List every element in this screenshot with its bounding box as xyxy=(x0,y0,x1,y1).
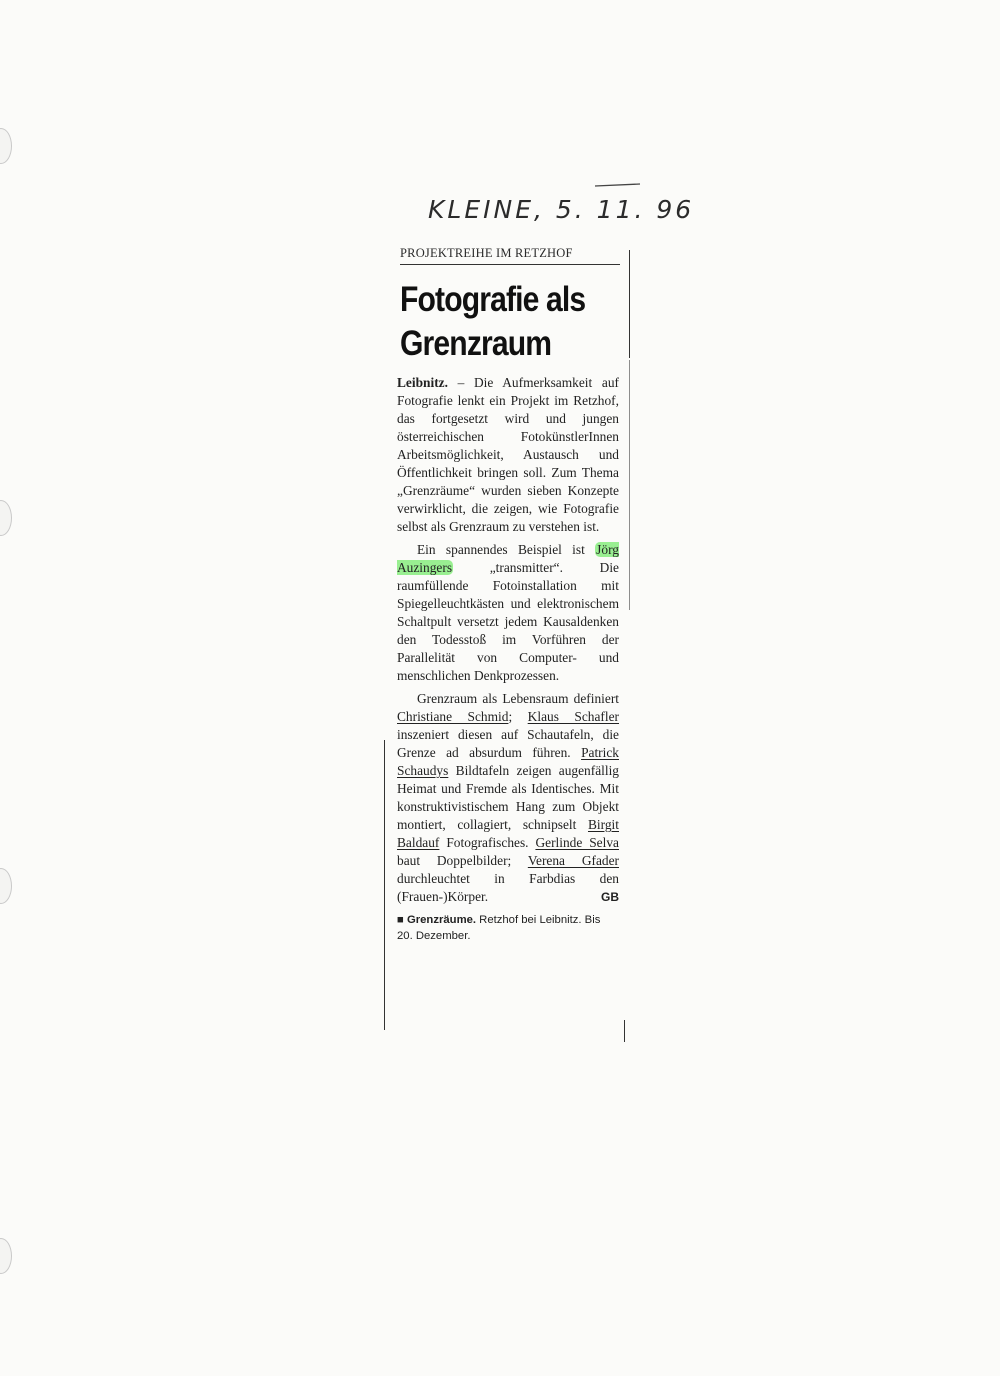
paragraph-3-text: baut Doppelbilder; xyxy=(397,853,528,868)
event-info xyxy=(397,912,619,944)
paragraph-3-text: Bildtafeln zeigen augenfällig Heimat und Fremde als Identisches. Mit konstruktivistischem Hang zum Objekt montiert, collagiert, schnipselt xyxy=(397,763,619,832)
paragraph-1 xyxy=(397,374,619,536)
underlined-artist-name: Verena Gfader xyxy=(527,853,619,868)
article-body xyxy=(397,374,619,944)
right-column-rule xyxy=(629,250,630,358)
punch-hole xyxy=(0,1238,12,1274)
left-column-rule xyxy=(384,740,385,1030)
article-rubric: PROJEKTREIHE IM RETZHOF xyxy=(400,246,620,265)
paragraph-3-text: Fotografisches. xyxy=(439,835,536,850)
handwritten-note-text: KLEINE, 5. 11. 96 xyxy=(428,195,695,224)
punch-hole xyxy=(0,868,12,904)
paragraph-3-text: inszeniert diesen auf Schautafeln, die Grenze ad absurdum führen. xyxy=(397,727,619,760)
paragraph-3-text: Grenzraum als Lebensraum definiert xyxy=(417,691,619,706)
event-details: Retzhof bei Leibnitz. Bis 20. Dezember. xyxy=(397,914,601,942)
paragraph-2-text: „transmitter“. Die raumfüllende Fotoinstallation mit Spiegelleuchtkästen und elektronischem Schaltpult versetzt jedem Kausaldenken den Todesstoß im Vorführen der Parallelität von Computer- und menschlichen Denkprozessen. xyxy=(397,560,619,683)
paragraph-1-text: – Die Aufmerksamkeit auf Fotografie lenkt ein Projekt im Retzhof, das fortgesetzt wird und jungen österreichischen FotokünstlerInnen Arbeitsmöglichkeit, Austausch und Öffentlichkeit bringen soll. Zum Thema „Grenzräume“ wurden sieben Konzepte verwirklicht, die zeigen, wie Fotografie selbst als Grenzraum zu verstehen ist. xyxy=(397,375,619,534)
bullet-icon: ■ xyxy=(397,914,404,926)
handwritten-source-note xyxy=(0,0,1000,260)
article-headline xyxy=(400,278,598,366)
paragraph-2-intro: Ein spannendes Beispiel ist xyxy=(417,542,596,557)
newspaper-clipping xyxy=(380,240,632,1045)
event-title: Grenzräume. xyxy=(406,914,477,926)
headline-line-1: Fotografie als xyxy=(400,280,586,319)
author-initials: GB xyxy=(601,890,619,904)
paragraph-3-text: ; xyxy=(508,709,528,724)
underlined-artist-name: Christiane Schmid xyxy=(397,709,509,724)
right-column-rule xyxy=(624,1020,625,1042)
dateline: Leibnitz. xyxy=(397,375,448,390)
underlined-artist-name: Klaus Schafler xyxy=(527,709,620,724)
right-column-rule xyxy=(629,360,630,610)
paragraph-3 xyxy=(397,690,619,906)
underlined-artist-name: Birgit Baldauf xyxy=(397,817,619,850)
underlined-artist-name: Gerlinde Selva xyxy=(535,835,619,850)
highlighted-artist-name: Jörg Auzingers xyxy=(397,542,619,575)
paragraph-2 xyxy=(397,541,619,685)
punch-hole xyxy=(0,500,12,536)
paragraph-3-text: durchleuchtet in Farbdias den (Frauen-)Körper. xyxy=(397,871,619,904)
headline-line-2: Grenzraum xyxy=(400,324,552,363)
underlined-artist-name: Patrick Schaudys xyxy=(397,745,619,778)
